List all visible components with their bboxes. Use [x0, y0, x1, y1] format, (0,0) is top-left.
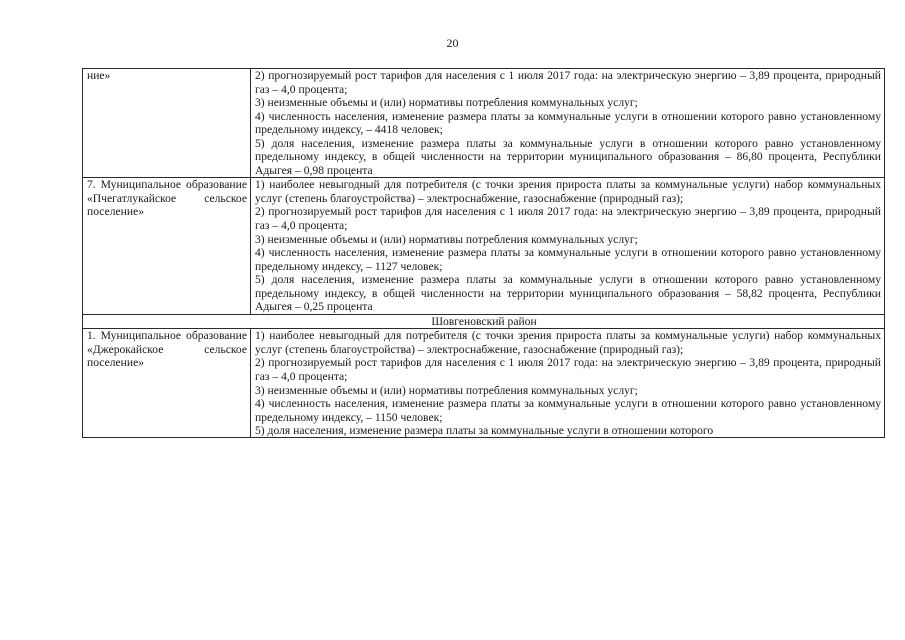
parameter-item: 3) неизменные объемы и (или) нормативы потребления коммунальных услуг; — [255, 383, 638, 397]
municipality-cell — [83, 329, 251, 438]
parameter-item: 5) доля населения, изменение размера платы за коммунальные услуги в отношении которого — [255, 424, 714, 438]
parameter-item: 5) доля населения, изменение размера платы за коммунальные услуги в отношении которого равно установленному предельному индексу, в общей численности на территории муниципального образования – 86,80 процента, Республики Адыгея – 0,98 процента — [255, 136, 881, 177]
parameter-item: 5) доля населения, изменение размера платы за коммунальные услуги в отношении которого равно установленному предельному индексу, в общей численности на территории муниципального образования – 58,82 процента, Республики Адыгея – 0,25 процента — [255, 273, 881, 314]
section-row — [83, 314, 885, 329]
municipality-name: 1. Муниципальное образование «Джерокайское сельское поселение» — [87, 329, 247, 370]
parameter-item: 4) численность населения, изменение размера платы за коммунальные услуги в отношении которого равно установленному предельному индексу, – 4418 человек; — [255, 109, 881, 137]
parameters-cell — [251, 69, 885, 178]
table-row — [83, 69, 885, 178]
municipality-cell — [83, 178, 251, 314]
municipality-name: 7. Муниципальное образование «Пчегатлукайское сельское поселение» — [87, 178, 247, 219]
parameter-item: 4) численность населения, изменение размера платы за коммунальные услуги в отношении которого равно установленному предельному индексу, – 1127 человек; — [255, 246, 881, 273]
parameter-item: 1) наиболее невыгодный для потребителя (с точки зрения прироста платы за коммунальные услуги) набор коммунальных услуг (степень благоустройства) – электроснабжение, газоснабжение (природный газ); — [255, 178, 881, 205]
parameter-item: 2) прогнозируемый рост тарифов для населения с 1 июля 2017 года: на электрическую энергию – 3,89 процента, природный газ – 4,0 процента; — [255, 356, 881, 384]
municipality-table — [82, 68, 885, 438]
parameter-item: 2) прогнозируемый рост тарифов для населения с 1 июля 2017 года: на электрическую энергию – 3,89 процента, природный газ – 4,0 процента; — [255, 205, 881, 233]
parameters-cell — [251, 178, 885, 314]
parameters-cell — [251, 329, 885, 438]
page-number: 20 — [446, 36, 459, 50]
municipality-name: ние» — [87, 69, 111, 82]
parameter-item: 2) прогнозируемый рост тарифов для населения с 1 июля 2017 года: на электрическую энергию – 3,89 процента, природный газ – 4,0 процента; — [255, 69, 881, 96]
parameter-item: 3) неизменные объемы и (или) нормативы потребления коммунальных услуг; — [255, 96, 638, 110]
table-row — [83, 178, 885, 314]
parameter-item: 1) наиболее невыгодный для потребителя (с точки зрения прироста платы за коммунальные услуги) набор коммунальных услуг (степень благоустройства) – электроснабжение, газоснабжение (природный газ); — [255, 329, 881, 356]
parameter-item: 3) неизменные объемы и (или) нормативы потребления коммунальных услуг; — [255, 232, 638, 246]
section-heading: Шовгеновский район — [83, 314, 885, 329]
parameter-item: 4) численность населения, изменение размера платы за коммунальные услуги в отношении которого равно установленному предельному индексу, – 1150 человек; — [255, 397, 881, 424]
table-row — [83, 329, 885, 438]
municipality-cell — [83, 69, 251, 178]
